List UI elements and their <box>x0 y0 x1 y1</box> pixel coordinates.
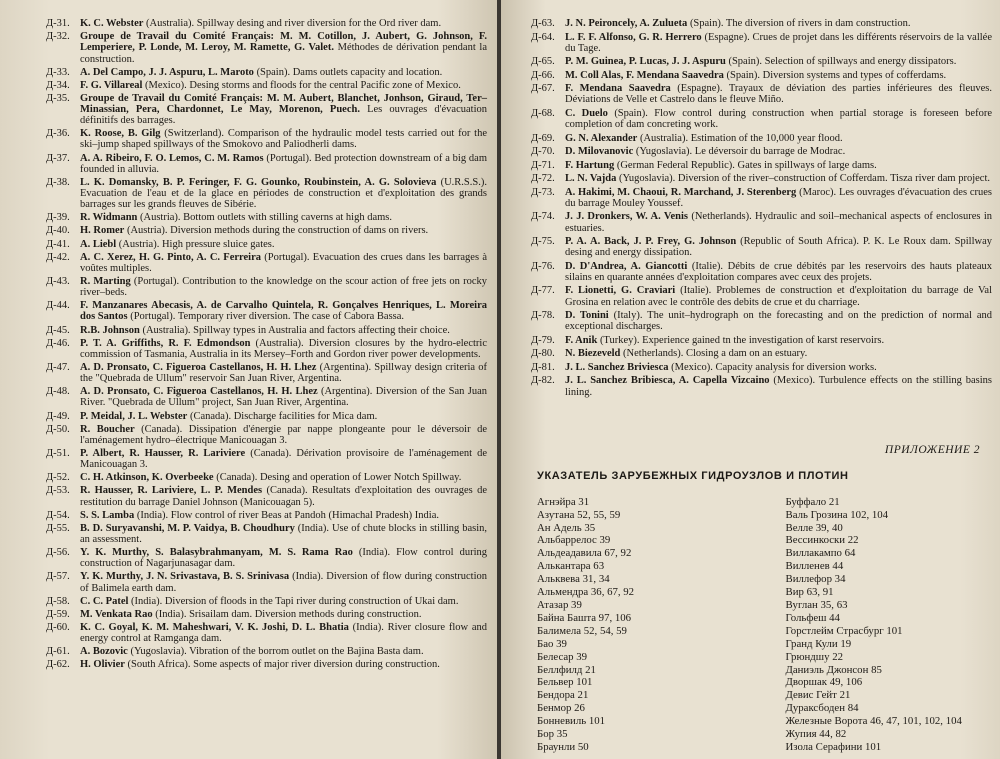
entry-code: Д-61. <box>46 646 70 658</box>
reference-entry <box>531 146 992 157</box>
entry-title: (Mexico). Turbulence effects on the stilling basins lining. <box>565 375 993 398</box>
reference-entry <box>46 646 487 657</box>
entry-title: (Canada). Discharge facilities for Mica dam. <box>187 410 378 422</box>
entry-authors: A. Del Campo, J. J. Aspuru, L. Maroto <box>80 66 254 78</box>
entry-authors: K. C. Goyal, K. M. Maheshwari, V. K. Joshi, D. L. Bhatia <box>80 621 349 633</box>
entry-code: Д-74. <box>531 211 555 223</box>
index-item: Ан Адель 35 <box>537 521 596 534</box>
entry-title: (Canada). Dissipation d'énergie par nappe plongeante pour le déversoir de l'aménagement hydro–électrique Manicouagan 3. <box>80 423 487 446</box>
entry-code: Д-39. <box>46 212 70 224</box>
reference-entry <box>531 348 992 359</box>
entry-title: (Portugal). Temporary river diversion. The case of Cabora Bassa. <box>127 311 405 323</box>
index-title: УКАЗАТЕЛЬ ЗАРУБЕЖНЫХ ГИДРОУЗЛОВ И ПЛОТИН <box>537 469 849 482</box>
entry-code: Д-47. <box>46 361 70 373</box>
entry-authors: F. G. Villareal <box>80 79 143 91</box>
entry-authors: D. Tonini <box>565 310 609 322</box>
entry-authors: A. Liebl <box>80 238 117 250</box>
reference-entry <box>46 212 487 223</box>
entry-code: Д-77. <box>531 285 555 297</box>
index-item: Жупия 44, 82 <box>785 728 847 741</box>
reference-entry <box>531 173 992 184</box>
entry-authors: F. Hartung <box>565 159 615 171</box>
index-item: Дворшак 49, 106 <box>785 676 863 689</box>
index-item: Альдеадавила 67, 92 <box>537 547 632 560</box>
reference-entry <box>531 375 992 397</box>
entry-authors: A. Bozovic <box>80 646 128 658</box>
index-item: Альбаррелос 39 <box>537 534 611 547</box>
reference-entry <box>46 411 487 422</box>
entry-code: Д-65. <box>531 56 555 68</box>
entry-title: (Turkey). Experience gained tn the investigation of karst reservoirs. <box>597 334 885 346</box>
index-item: Беллфилд 21 <box>537 663 596 676</box>
entry-code: Д-45. <box>46 324 70 336</box>
index-item: Буффало 21 <box>785 495 840 508</box>
entry-title: (Netherlands). Closing a dam on an estuary. <box>620 348 808 360</box>
index-item: Железные Ворота 46, 47, 101, 102, 104 <box>785 715 962 728</box>
index-column-1 <box>537 496 744 754</box>
reference-entry <box>46 485 487 507</box>
entry-authors: G. N. Alexander <box>565 132 638 144</box>
entry-code: Д-63. <box>531 18 555 29</box>
entry-code: Д-35. <box>46 92 70 104</box>
entry-authors: L. F. F. Alfonso, G. R. Herrero <box>565 31 702 43</box>
entry-code: Д-41. <box>46 238 70 250</box>
reference-entry <box>531 211 992 233</box>
index-item: Виллакампо 64 <box>785 547 856 560</box>
entry-authors: S. S. Lamba <box>80 509 135 521</box>
entry-title: (Yugoslavia). Vibration of the borrom outlet on the Bajina Basta dam. <box>127 646 424 658</box>
reference-entry <box>46 609 487 620</box>
index-item: Бельвер 101 <box>537 676 593 689</box>
reference-entry <box>46 362 487 384</box>
entry-code: Д-70. <box>531 146 555 158</box>
entry-title: (Canada). Resultats d'exploitation des ouvrages de restitution du barrage Daniel Johnson (Manicouagan 5). <box>80 485 487 508</box>
index-item: Даниэль Джонсон 85 <box>785 663 882 676</box>
entry-authors: J. L. Sanchez Briviesca <box>565 361 669 373</box>
index-item: Вир 63, 91 <box>785 586 834 599</box>
reference-entry <box>46 18 487 29</box>
entry-code: Д-66. <box>531 69 555 81</box>
index-column-2 <box>744 496 993 754</box>
index-item: Белесар 39 <box>537 650 588 663</box>
entry-title: (Austria). High pressure sluice gates. <box>116 238 275 250</box>
entry-title: (Spain). Selection of spillways and energy dissipators. <box>725 56 957 68</box>
entry-title: (Espagne). Crues de projet dans les différents réservoirs de la vallée du Tage. <box>565 31 992 54</box>
entry-code: Д-80. <box>531 348 555 360</box>
entry-authors: R. Marting <box>80 275 131 287</box>
entry-authors: P. T. A. Griffiths, R. F. Edmondson <box>80 337 251 349</box>
reference-entry <box>46 80 487 91</box>
entry-code: Д-38. <box>46 176 70 188</box>
entry-title: (Switzerland). Comparison of the hydraulic model tests carried out for the ski–jump shaped spillways of the Smokovo and Paliodherli dams. <box>80 128 487 151</box>
reference-entry <box>531 83 992 105</box>
entry-code: Д-64. <box>531 31 555 43</box>
entry-code: Д-68. <box>531 107 555 119</box>
reference-entry <box>46 177 487 211</box>
entry-code: Д-57. <box>46 571 70 583</box>
entry-code: Д-50. <box>46 423 70 435</box>
entry-title: (Italie). Débits de crue débités par les reservoirs des hauts plateaux silains en quarante années d'exploitation compares avec ceux des projets. <box>565 260 992 283</box>
index-item: Вуглан 35, 63 <box>785 598 848 611</box>
entry-title: (Yugoslavia). Le déversoir du barrage de Modrac. <box>633 146 846 158</box>
reference-entry <box>46 596 487 607</box>
entry-code: Д-58. <box>46 595 70 607</box>
entry-authors: K. C. Webster <box>80 18 144 29</box>
entry-title: (Maroc). Les ouvrages d'évacuation des crues du barrage Mouley Youssef. <box>565 186 993 209</box>
entry-authors: H. Romer <box>80 225 125 237</box>
entry-title: (Canada). Desing and operation of Lower Notch Spillway. <box>213 472 462 484</box>
entry-authors: D. D'Andrea, A. Giancotti <box>565 260 688 272</box>
entry-title: (Italy). The unit–hydrograph on the forecasting and on the prediction of normal and exceptional discharges. <box>565 310 992 333</box>
entry-authors: F. Manzanares Abecasis, A. de Carvalho Quintela, R. Gonçalves Henriques, L. Moreira dos Santos <box>80 300 487 323</box>
entry-code: Д-43. <box>46 275 70 287</box>
reference-entry <box>531 18 992 29</box>
index-item: Алькантара 63 <box>537 560 605 573</box>
reference-entry <box>46 424 487 446</box>
entry-code: Д-71. <box>531 159 555 171</box>
reference-entry <box>531 133 992 144</box>
entry-title: (Italie). Problemes de construction et d'exploitation du barrage de Val Grosina en relation avec le contrôle des debits de crue et du charriage. <box>565 285 993 308</box>
entry-code: Д-82. <box>531 375 555 387</box>
entry-code: Д-37. <box>46 152 70 164</box>
entry-authors: N. Biezeveld <box>565 348 621 360</box>
entry-title: (Argentina). Spillway design criteria of the "Quebrada de Ullum" reservoir San Juan River, Argentina. <box>80 361 487 385</box>
entry-title: (Mexico). Desing storms and floods for the central Pacific zone of Mexico. <box>142 79 461 91</box>
index-item: Дураксбоден 84 <box>785 702 859 715</box>
index-item: Велле 39, 40 <box>785 521 843 534</box>
index-item: Альмендра 36, 67, 92 <box>537 586 635 599</box>
left-page <box>0 0 497 759</box>
entry-authors: A. A. Ribeiro, F. O. Lemos, C. M. Ramos <box>80 152 264 164</box>
entry-title: (India). Diversion of flow during construction of Balimela earth dam. <box>80 571 487 594</box>
entry-authors: L. N. Vajda <box>565 173 617 185</box>
entry-code: Д-33. <box>46 66 70 78</box>
entry-title: (Spain). The diversion of rivers in dam construction. <box>687 18 911 29</box>
reference-entry <box>46 325 487 336</box>
entry-authors: D. Milovanovic <box>565 146 634 158</box>
entry-code: Д-67. <box>531 83 555 95</box>
entry-code: Д-55. <box>46 522 70 534</box>
reference-entry <box>531 56 992 67</box>
entry-title: (India). River closure flow and energy control at Ramganga dam. <box>80 621 488 644</box>
entry-title: (Spain). Diversion systems and types of cofferdams. <box>723 69 947 81</box>
index-item: Девис Гейт 21 <box>785 689 851 702</box>
reference-entry <box>531 160 992 171</box>
entry-authors: R. Hausser, R. Lariviere, L. P. Mendes <box>80 485 263 497</box>
entry-title: (Portugal). Bed protection downstream of a big dam founded in alluvia. <box>80 152 487 175</box>
reference-entry <box>46 338 487 360</box>
entry-authors: Y. K. Murthy, J. N. Srivastava, B. S. Srinivasa <box>80 571 290 583</box>
entry-title: (Spain). Flow control during construction when partial storage is foreseen before completion of dam concreting work. <box>565 107 992 131</box>
entry-title: (Canada). Dérivation provisoire de l'aménagement de Manicouagan 3. <box>80 447 487 471</box>
entry-code: Д-40. <box>46 225 70 237</box>
reference-entry <box>46 239 487 250</box>
entry-title: (Australia). Spillway types in Australia and factors affecting their choice. <box>139 324 450 336</box>
entry-code: Д-76. <box>531 260 555 272</box>
index-item: Виллефор 34 <box>785 573 846 586</box>
entry-authors: C. Duelo <box>565 107 608 119</box>
entry-authors: B. D. Suryavanshi, M. P. Vaidya, B. Choudhury <box>80 522 295 534</box>
reference-entry <box>46 448 487 470</box>
entry-code: Д-69. <box>531 132 555 144</box>
reference-entry <box>531 32 992 54</box>
index-item: Байна Башта 97, 106 <box>537 611 632 624</box>
index-item: Альквева 31, 34 <box>537 573 610 586</box>
entry-title: (Netherlands). Hydraulic and soil–mechanical aspects of enclosures in estuaries. <box>565 211 992 234</box>
entry-title: (Australia). Spillway desing and river diversion for the Ord river dam. <box>143 18 442 29</box>
index-item: Атазар 39 <box>537 598 582 611</box>
entry-authors: L. K. Domansky, B. P. Feringer, F. G. Gounko, Roubinstein, A. G. Solovieva <box>80 176 437 188</box>
index-item: Бонневиль 101 <box>537 715 606 728</box>
reference-entry <box>531 335 992 346</box>
index-item: Браунли 50 <box>537 740 589 753</box>
reference-entry <box>531 261 992 283</box>
entry-title: (India). Diversion of floods in the Tapi river during construction of Ukai dam. <box>128 595 459 607</box>
reference-entry <box>46 225 487 236</box>
entry-code: Д-32. <box>46 31 70 43</box>
entry-title: Méthodes de dérivation pendant la construction. <box>80 42 487 65</box>
entry-title: (India). Flow control during construction of Nagarjunasagar dam. <box>80 547 487 570</box>
entry-title: (India). Use of chute blocks in stilling basin, an assessment. <box>80 522 487 545</box>
entry-code: Д-51. <box>46 447 70 459</box>
reference-entry <box>531 187 992 209</box>
entry-authors: A. D. Pronsato, C. Figueroa Castellanos, H. H. Lhez <box>80 386 318 398</box>
reference-entry <box>531 108 992 130</box>
entry-authors: Groupe de Travail du Comité Français: M. M. Aubert, Blanchet, Jonhson, Giraud, Ter–Minassian, Pera, Chardonnet, Le May, Morenon, Puech. <box>80 92 487 115</box>
index-item: Азутана 52, 55, 59 <box>537 508 621 521</box>
entry-authors: J. J. Dronkers, W. A. Venis <box>565 211 688 223</box>
index-item: Гольфеш 44 <box>785 611 840 624</box>
entry-title: (Australia). Diversion closures by the hydro-electric commission of Tasmania, Australia in its Mersey–Forth and Gordon river power developments. <box>80 337 487 360</box>
entry-authors: P. A. A. Back, J. P. Frey, G. Johnson <box>565 236 737 248</box>
entry-title: (Portugal). Evacuation des crues dans les barrages à voûtes multiples. <box>80 251 487 274</box>
reference-entry <box>46 659 487 670</box>
entry-code: Д-62. <box>46 659 70 671</box>
entry-authors: J. L. Sanchez Bribiesca, A. Capella Vizcaino <box>565 375 770 387</box>
entry-authors: H. Olivier <box>80 659 125 671</box>
reference-entry <box>46 523 487 545</box>
index-item: Вессинкоски 22 <box>785 534 859 547</box>
reference-entry <box>531 362 992 373</box>
entry-title: (German Federal Republic). Gates in spillways of large dams. <box>614 159 877 171</box>
entry-code: Д-36. <box>46 128 70 140</box>
reference-entry <box>46 67 487 78</box>
entry-code: Д-53. <box>46 485 70 497</box>
entry-authors: P. M. Guinea, P. Lucas, J. J. Aspuru <box>565 56 726 68</box>
entry-code: Д-59. <box>46 608 70 620</box>
entry-authors: Groupe de Travail du Comité Français: M. M. Cotillon, J. Aubert, G. Johnson, F. Lemperiere, P. Londe, M. Leroy, M. Ramette, G. Valet. <box>80 31 487 54</box>
reference-entry <box>46 93 487 127</box>
entry-authors: R. Widmann <box>80 212 138 224</box>
reference-entry <box>46 300 487 322</box>
right-page <box>501 0 1000 759</box>
reference-entry <box>46 153 487 175</box>
reference-entry <box>46 252 487 274</box>
entry-code: Д-78. <box>531 310 555 322</box>
entry-code: Д-79. <box>531 334 555 346</box>
reference-entry <box>531 310 992 332</box>
reference-entry <box>531 236 992 258</box>
entry-title: (Mexico). Capacity analysis for diversion works. <box>668 361 877 373</box>
dam-index <box>531 496 992 754</box>
index-item: Агнэйра 31 <box>537 495 590 508</box>
entry-authors: A. D. Pronsato, C. Figueroa Castellanos, H. H. Lhez <box>80 361 317 373</box>
entry-code: Д-81. <box>531 361 555 373</box>
entry-title: (Portugal). Contribution to the knowledge on the scour action of free jets on rocky river–beds. <box>80 275 487 299</box>
entry-authors: C. H. Atkinson, K. Overbeeke <box>80 472 214 484</box>
reference-entry <box>46 547 487 569</box>
entry-authors: F. Lionetti, G. Craviari <box>565 285 676 297</box>
entry-code: Д-54. <box>46 509 70 521</box>
entry-code: Д-52. <box>46 472 70 484</box>
entry-title: (Spain). Dams outlets capacity and location. <box>253 66 443 78</box>
entry-authors: A. Hakimi, M. Chaoui, R. Marchand, J. Sterenberg <box>565 186 797 198</box>
entry-title: (India). Flow control of river Beas at Pandoh (Himachal Pradesh) India. <box>134 509 439 521</box>
entry-code: Д-73. <box>531 186 555 198</box>
reference-entry <box>46 276 487 298</box>
entry-authors: A. C. Xerez, H. G. Pinto, A. C. Ferreira <box>80 251 262 263</box>
right-entries <box>531 18 992 398</box>
entry-code: Д-31. <box>46 18 70 29</box>
entry-code: Д-72. <box>531 173 555 185</box>
reference-entry <box>46 571 487 593</box>
entry-authors: Y. K. Murthy, S. Balasybrahmanyam, M. S. Rama Rao <box>80 547 353 558</box>
entry-authors: P. Albert, R. Hausser, R. Lariviere <box>80 447 246 459</box>
entry-authors: R. Boucher <box>80 423 135 435</box>
entry-authors: J. N. Peironcely, A. Zulueta <box>565 18 688 29</box>
entry-code: Д-44. <box>46 300 70 312</box>
entry-authors: M. Coll Alas, F. Mendana Saavedra <box>565 69 724 81</box>
entry-code: Д-49. <box>46 410 70 422</box>
entry-title: (U.R.S.S.). Evacuation de l'eau et de la glace en périodes de construction et d'exploitation des grands barrages sur les grands fleuves de Sibérie. <box>80 176 487 211</box>
entry-authors: R.B. Johnson <box>80 324 140 336</box>
entry-title: (South Africa). Some aspects of major river diversion during construction. <box>124 659 440 671</box>
entry-code: Д-60. <box>46 621 70 633</box>
entry-authors: K. Roose, B. Gilg <box>80 128 161 140</box>
index-item: Бендора 21 <box>537 689 589 702</box>
entry-code: Д-75. <box>531 236 555 248</box>
entry-title: (Argentina). Diversion of the San Juan River. "Quebrada de Ullum" project, San Juan River, Argentina. <box>80 386 487 409</box>
reference-entry <box>46 386 487 408</box>
entry-authors: M. Venkata Rao <box>80 608 153 620</box>
entry-title: (India). Srisailam dam. Diversion methods during construction. <box>152 608 422 620</box>
entry-code: Д-34. <box>46 79 70 91</box>
entry-title: (Espagne). Trayaux de déviation des parties inférieures des fleuves. Déviations de Velle et Castrelo dans le fleuve Miño. <box>565 83 992 106</box>
reference-entry <box>46 31 487 65</box>
entry-title: Les ouvrages d'évacuation définitifs des barrages. <box>80 103 487 127</box>
reference-entry <box>46 622 487 644</box>
reference-entry <box>46 510 487 521</box>
entry-code: Д-48. <box>46 386 70 398</box>
entry-code: Д-42. <box>46 251 70 263</box>
entry-title: (Yugoslavia). Diversion of the river–construction of Cofferdam. Tisza river dam project. <box>616 173 990 185</box>
index-item: Грюндшу 22 <box>785 650 844 663</box>
reference-entry <box>46 128 487 150</box>
entry-code: Д-46. <box>46 337 70 349</box>
index-item: Вилленев 44 <box>785 560 844 573</box>
entry-code: Д-56. <box>46 547 70 558</box>
index-item: Изола Серафини 101 <box>785 740 882 753</box>
index-item: Гранд Кули 19 <box>785 637 852 650</box>
index-item: Бор 35 <box>537 728 568 741</box>
reference-entry <box>531 70 992 81</box>
entry-authors: F. Anik <box>565 334 598 346</box>
reference-entry <box>46 472 487 483</box>
index-item: Валь Грозина 102, 104 <box>785 508 889 521</box>
index-item: Бао 39 <box>537 637 567 650</box>
index-item: Бенмор 26 <box>537 702 585 715</box>
entry-title: (Australia). Estimation of the 10,000 year flood. <box>637 132 843 144</box>
entry-title: (Austria). Bottom outlets with stilling caverns at high dams. <box>137 212 392 224</box>
entry-title: (Republic of South Africa). P. K. Le Roux dam. Spillway desing and energy dissipation. <box>565 236 992 259</box>
appendix-label: ПРИЛОЖЕНИЕ 2 <box>884 443 980 456</box>
entry-authors: P. Meidal, J. L. Webster <box>80 410 188 422</box>
entry-authors: F. Mendana Saavedra <box>565 83 671 95</box>
reference-entry <box>531 285 992 307</box>
entry-authors: C. C. Patel <box>80 595 129 607</box>
entry-title: (Austria). Diversion methods during the construction of dams on rivers. <box>124 225 429 237</box>
index-item: Горстлейм Страсбург 101 <box>785 624 903 637</box>
index-item: Балимела 52, 54, 59 <box>537 624 627 637</box>
